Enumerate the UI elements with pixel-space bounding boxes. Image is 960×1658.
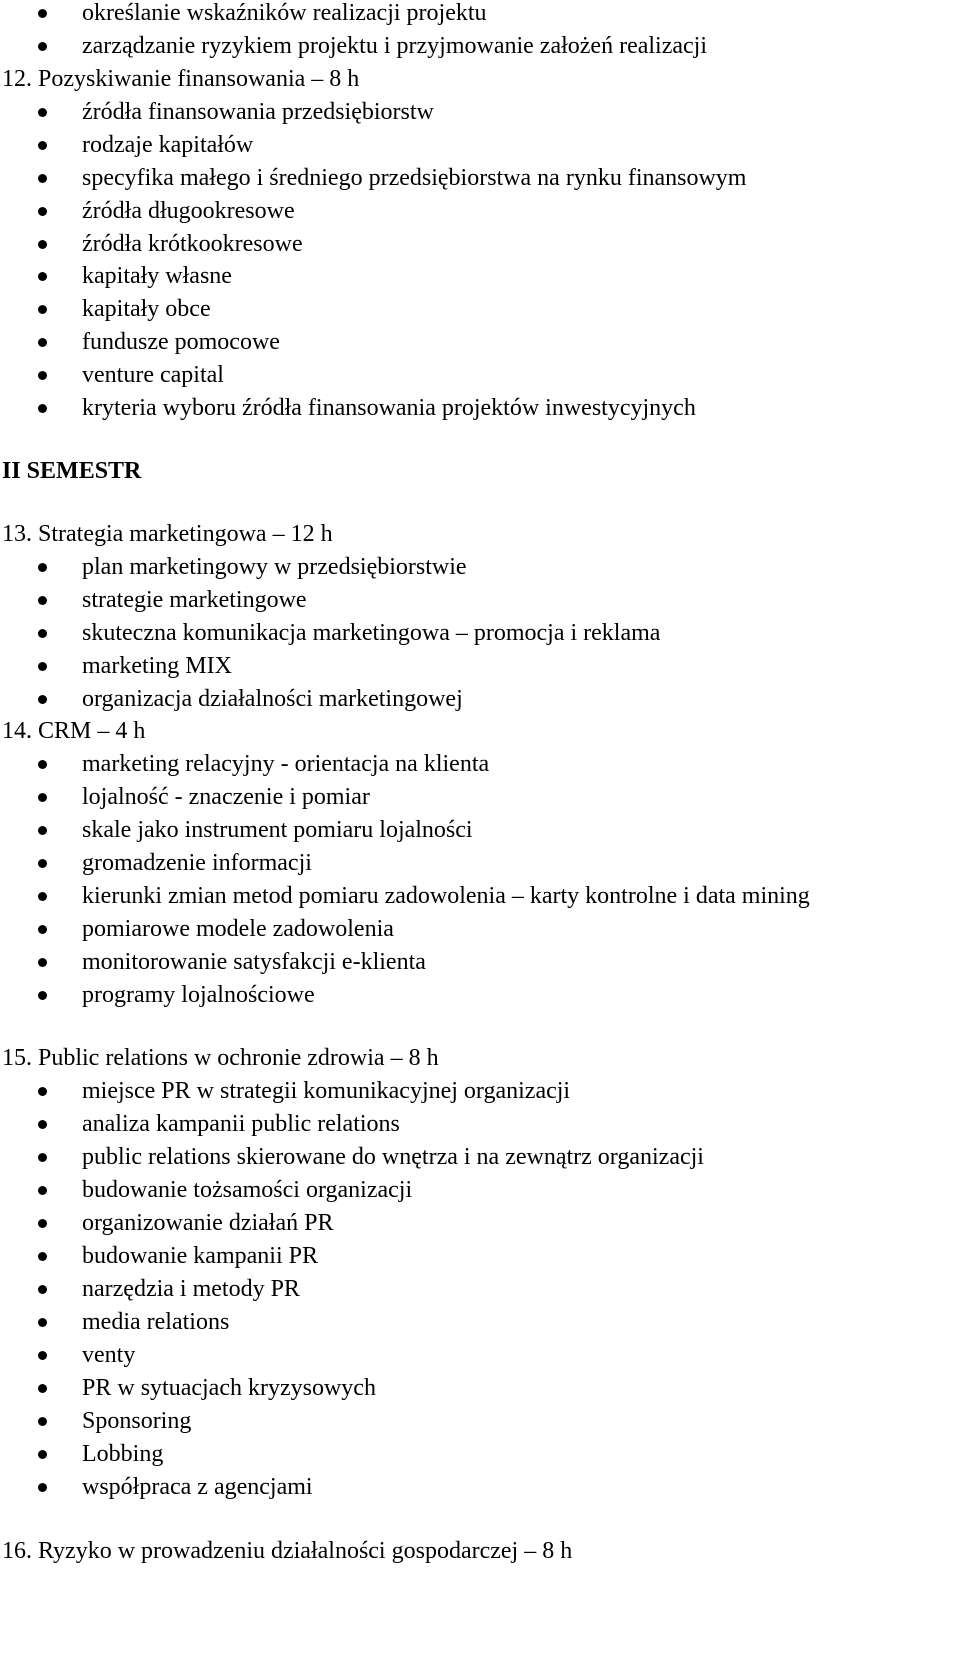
list-item-text: pomiarowe modele zadowolenia [82,916,394,942]
list-item-text: miejsce PR w strategii komunikacyjnej organizacji [82,1078,571,1104]
list-item-text: Sponsoring [82,1408,192,1434]
list-item-text: organizowanie działań PR [82,1210,334,1236]
bullet-icon [38,1450,47,1459]
bullet-icon [38,338,47,347]
bullet-icon [38,1120,47,1129]
bullet-icon [38,1219,47,1228]
list-item-text: public relations skierowane do wnętrza i na zewnątrz organizacji [82,1144,704,1170]
bullet-icon [38,629,47,638]
bullet-icon [38,892,47,901]
list-item-text: określanie wskaźników realizacji projektu [82,0,487,26]
bullet-icon [38,141,47,150]
bullet-icon [38,1252,47,1261]
list-item-text: zarządzanie ryzykiem projektu i przyjmowanie założeń realizacji [82,33,707,59]
list-item-text: organizacja działalności marketingowej [82,686,463,712]
semester-heading-text: II SEMESTR [2,458,142,484]
list-item-text: skuteczna komunikacja marketingowa – promocja i reklama [82,620,661,646]
section-heading-text: 13. Strategia marketingowa – 12 h [2,521,333,547]
list-item-text: rodzaje kapitałów [82,132,254,158]
list-item-text: źródła długookresowe [82,198,295,224]
bullet-icon [38,1087,47,1096]
list-item-text: specyfika małego i średniego przedsiębiorstwa na rynku finansowym [82,165,747,191]
bullet-icon [38,793,47,802]
list-item-text: kapitały obce [82,296,211,322]
bullet-icon [38,404,47,413]
bullet-icon [38,1384,47,1393]
bullet-icon [38,925,47,934]
bullet-icon [38,1153,47,1162]
list-item-text: strategie marketingowe [82,587,307,613]
bullet-icon [38,991,47,1000]
list-item-text: budowanie tożsamości organizacji [82,1177,413,1203]
section-heading-text: 14. CRM – 4 h [2,718,146,744]
bullet-icon [38,596,47,605]
bullet-icon [38,108,47,117]
list-item-text: gromadzenie informacji [82,850,312,876]
list-item-text: programy lojalnościowe [82,982,315,1008]
list-item-text: źródła finansowania przedsiębiorstw [82,99,434,125]
section-heading-text: 12. Pozyskiwanie finansowania – 8 h [2,66,360,92]
list-item-text: lojalność - znaczenie i pomiar [82,784,370,810]
bullet-icon [38,1483,47,1492]
bullet-icon [38,42,47,51]
list-item-text: narzędzia i metody PR [82,1276,300,1302]
list-item-text: budowanie kampanii PR [82,1243,318,1269]
list-item-text: venty [82,1342,136,1368]
bullet-icon [38,1186,47,1195]
list-item-text: skale jako instrument pomiaru lojalności [82,817,473,843]
bullet-icon [38,859,47,868]
bullet-icon [38,760,47,769]
section-heading-text: 15. Public relations w ochronie zdrowia – 8 h [2,1045,439,1071]
bullet-icon [38,1417,47,1426]
bullet-icon [38,272,47,281]
list-item-text: venture capital [82,362,224,388]
list-item-text: media relations [82,1309,230,1335]
list-item-text: monitorowanie satysfakcji e-klienta [82,949,426,975]
list-item-text: kapitały własne [82,263,232,289]
bullet-icon [38,9,47,18]
bullet-icon [38,826,47,835]
bullet-icon [38,174,47,183]
list-item-text: fundusze pomocowe [82,329,280,355]
list-item-text: marketing relacyjny - orientacja na klienta [82,751,490,777]
bullet-icon [38,695,47,704]
list-item-text: analiza kampanii public relations [82,1111,400,1137]
list-item-text: PR w sytuacjach kryzysowych [82,1375,376,1401]
bullet-icon [38,1351,47,1360]
bullet-icon [38,1318,47,1327]
bullet-icon [38,1285,47,1294]
list-item-text: kryteria wyboru źródła finansowania projektów inwestycyjnych [82,395,696,421]
bullet-icon [38,563,47,572]
list-item-text: marketing MIX [82,653,232,679]
bullet-icon [38,207,47,216]
list-item-text: źródła krótkookresowe [82,231,303,257]
bullet-icon [38,662,47,671]
list-item-text: Lobbing [82,1441,164,1467]
bullet-icon [38,240,47,249]
list-item-text: plan marketingowy w przedsiębiorstwie [82,554,467,580]
section-heading-text: 16. Ryzyko w prowadzeniu działalności gospodarczej – 8 h [2,1538,573,1564]
bullet-icon [38,371,47,380]
bullet-icon [38,305,47,314]
list-item-text: współpraca z agencjami [82,1474,313,1500]
bullet-icon [38,958,47,967]
list-item-text: kierunki zmian metod pomiaru zadowolenia – karty kontrolne i data mining [82,883,810,909]
